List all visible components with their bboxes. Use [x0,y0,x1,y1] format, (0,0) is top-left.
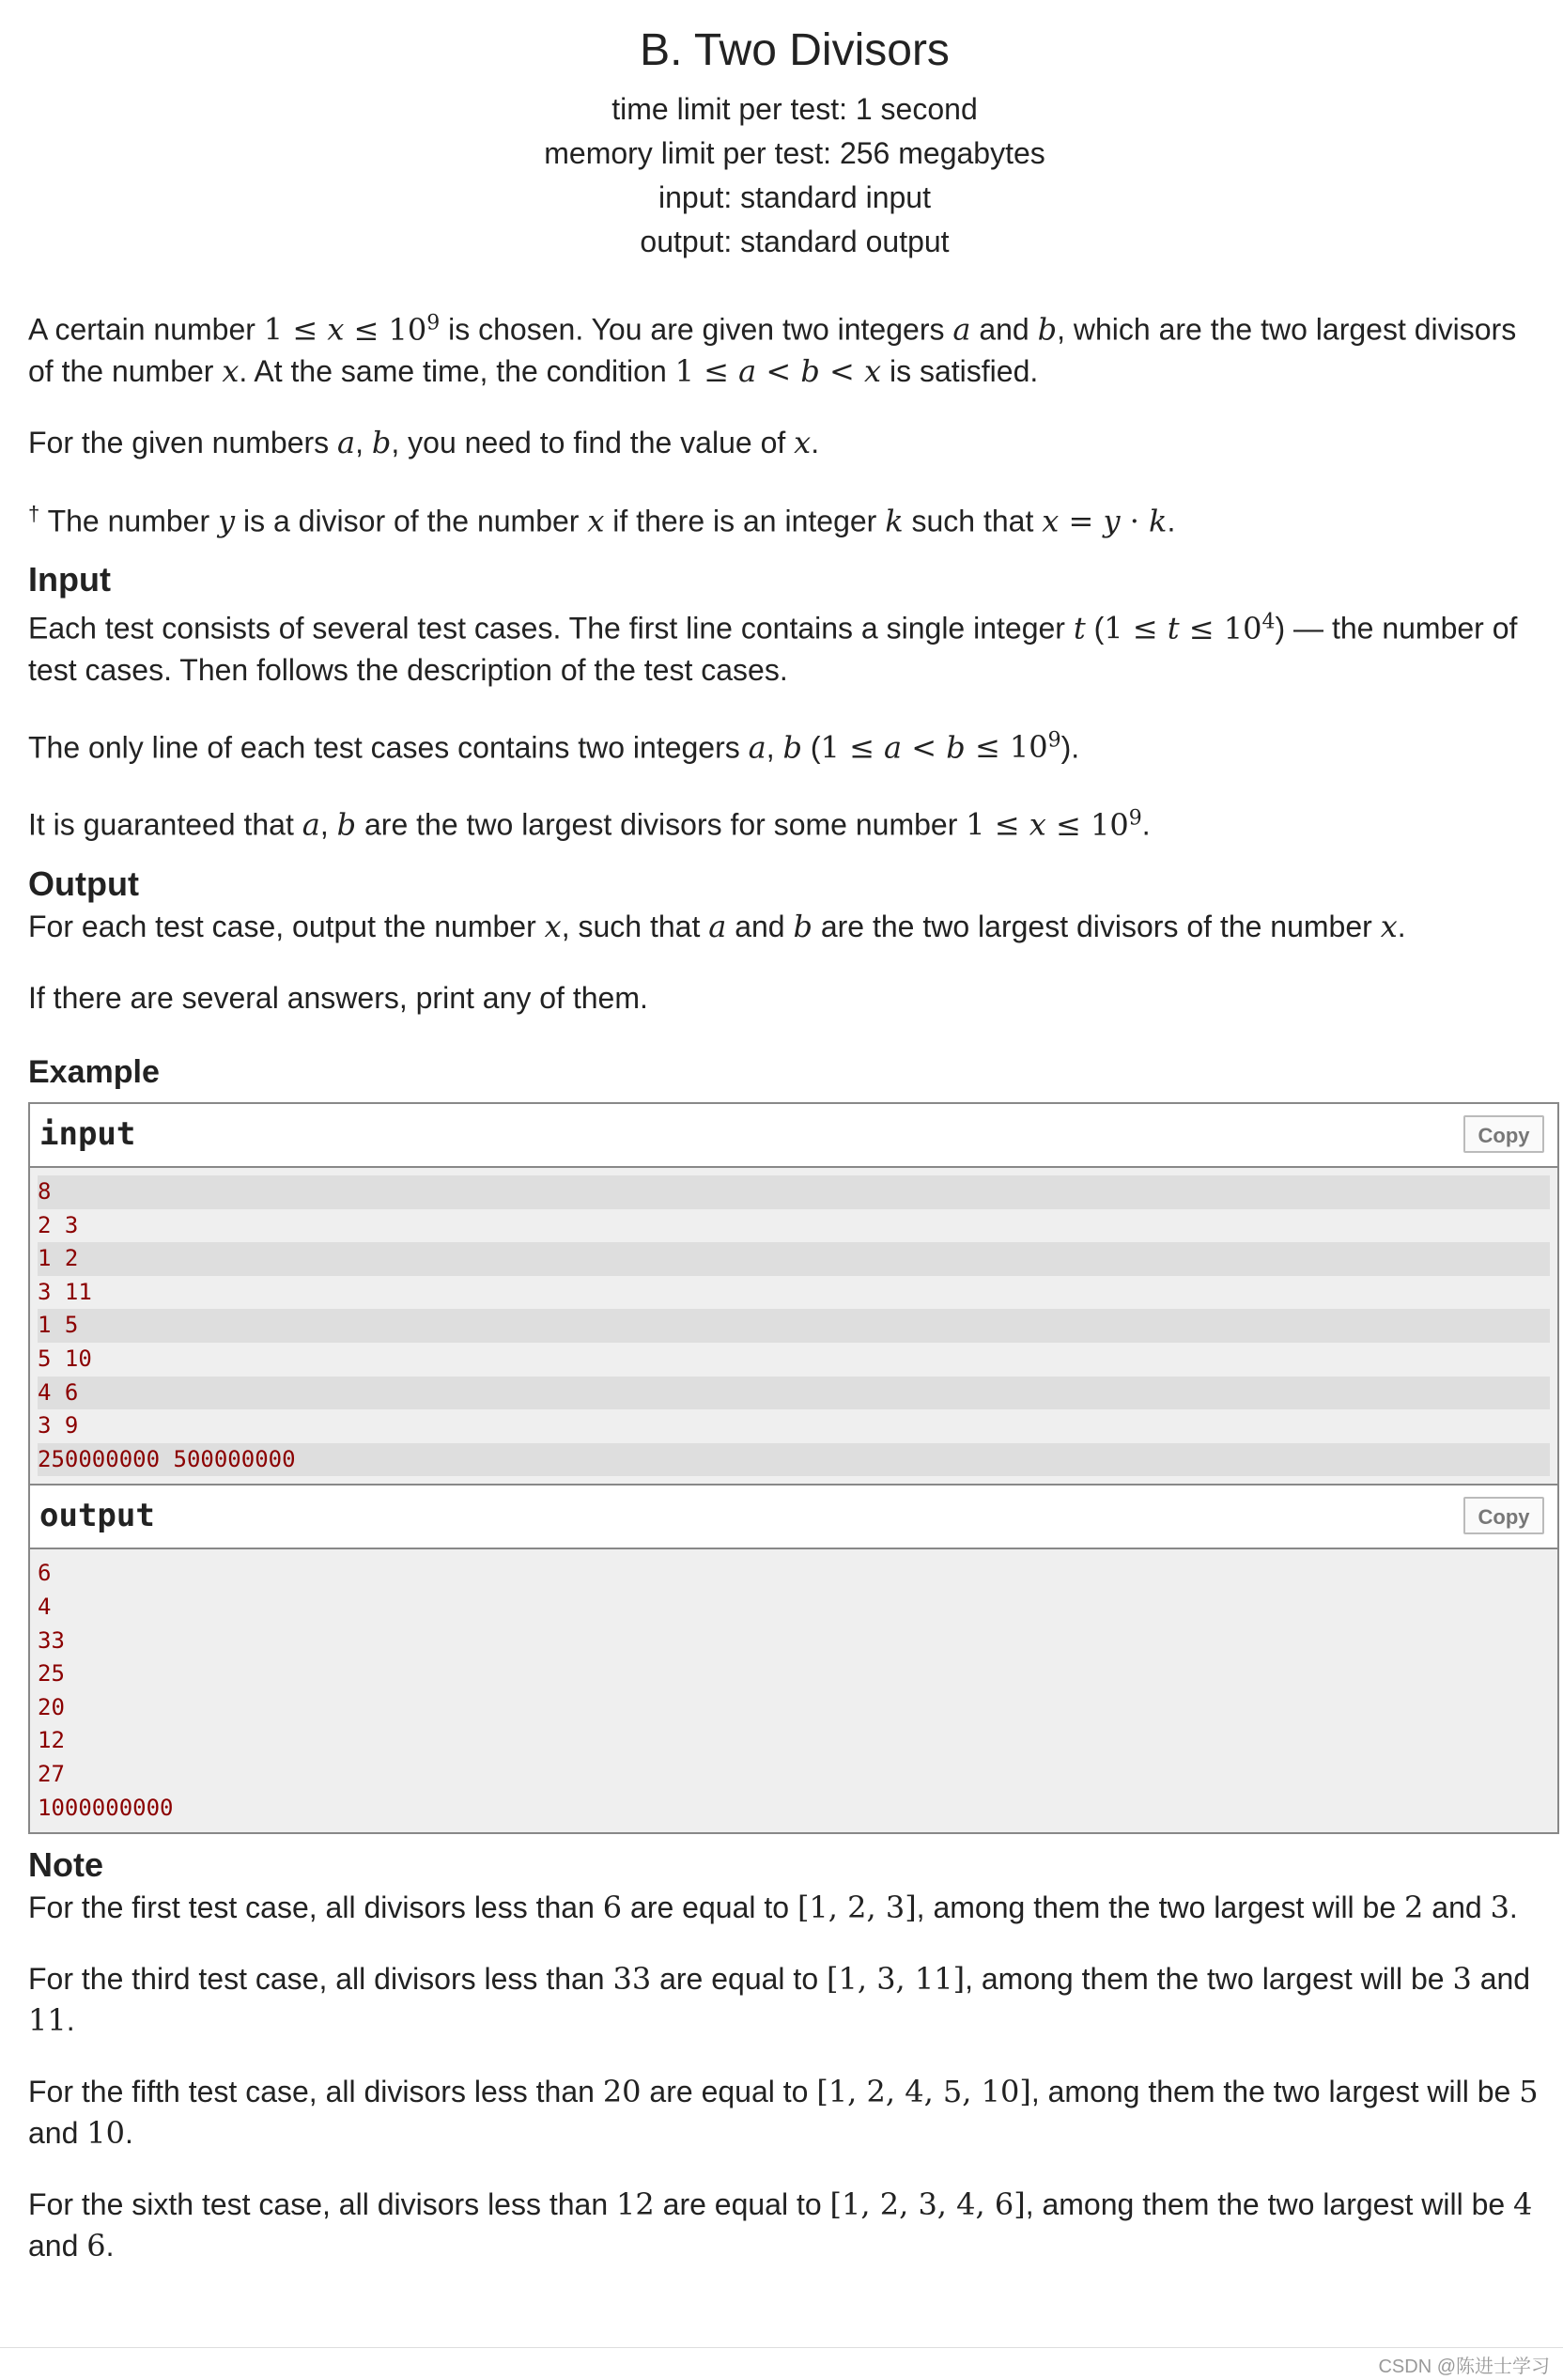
problem-page [28,0,1561,2263]
note-paragraph-4: For the sixth test case, all divisors less than 12 are equal to [1, 2, 3, 4, 6], among them the two largest will be 4 and 6. [28,2186,1533,2263]
example-line: 1 5 [38,1309,1550,1343]
example-input-content [30,1168,1557,1484]
example-line: 25 [38,1660,65,1688]
note-paragraph-1: For the first test case, all divisors less than 6 are equal to [1, 2, 3], among them the two largest will be 2 and 3. [28,1890,1518,1925]
input-paragraph-2: The only line of each test cases contains two integers a, b $(1 \le a < b \le 10^9)$. [28,728,1080,766]
input-heading: Input [28,560,111,599]
example-line: 3 9 [38,1412,79,1439]
page-title: B. Two Divisors [640,25,950,75]
statement [28,303,1540,541]
example-line: 27 [38,1760,65,1787]
input-spec: input: standard input [658,180,931,214]
note-section [28,1845,1540,2266]
example-output-box [28,1486,1559,1834]
example-line: 33 [38,1626,65,1654]
footer-divider [0,2347,1563,2348]
note-paragraph-2: For the third test case, all divisors less than 33 are equal to [1, 3, 11], among them the two largest will be 3 and 11. [28,1961,1531,2038]
output-label: output [39,1497,155,1535]
input-section [28,560,1540,846]
output-paragraph-1: For each test case, output the number x, such that a and b are the two largest divisors of the number x. [28,909,1406,944]
output-section [28,864,1540,1019]
example-line: 250000000 500000000 [38,1443,1550,1477]
note-paragraph-3: For the fifth test case, all divisors less than 20 are equal to [1, 2, 4, 5, 10], among them the two largest will be 5 and 10. [28,2074,1539,2151]
example-section [28,1054,1559,1834]
copy-input-button[interactable]: Copy [1463,1115,1544,1153]
input-paragraph-1: Each test consists of several test cases. The first line contains a single integer t $(1 \le t \le 10^4)$ — the number of test cases. Then follows the description of the test cases. [28,610,1518,687]
copy-output-button[interactable]: Copy [1463,1497,1544,1534]
statement-footnote: † The number y is a divisor of the number x if there is an integer k such that x = y · k. [28,501,1176,539]
csdn-watermark: CSDN @陈进士学习 [1378,2357,1550,2377]
example-line: 1 2 [38,1242,1550,1276]
example-line: 20 [38,1693,65,1720]
example-line: 6 [38,1560,52,1587]
example-line: 2 3 [38,1211,79,1238]
time-limit: time limit per test: 1 second [611,92,978,126]
statement-paragraph-2: For the given numbers a, b, you need to find the value of x. [28,424,820,460]
limits-block [28,87,1561,264]
input-paragraph-3: It is guaranteed that a, b are the two largest divisors for some number $1 \le x \le 10^9$. [28,806,1151,843]
example-line: 3 11 [38,1278,92,1305]
output-heading: Output [28,864,139,903]
input-label: input [39,1115,136,1153]
example-heading: Example [28,1054,160,1090]
memory-limit: memory limit per test: 256 megabytes [544,136,1045,170]
example-input-box [28,1102,1559,1486]
example-line: 4 [38,1593,52,1620]
statement-paragraph-1: A certain number $1 \le x \le 10^9$ is chosen. You are given two integers a and b, which are the two largest divisors of the number x. At the same time, the condition 1 ≤ a < b < x is satisfied. [28,311,1517,389]
example-output-content [30,1549,1557,1832]
example-output-header [30,1486,1557,1549]
example-line: 4 6 [38,1377,1550,1410]
output-paragraph-2: If there are several answers, print any of them. [28,981,648,1015]
output-spec: output: standard output [640,225,950,258]
example-line: 8 [38,1175,1550,1209]
example-line: 12 [38,1727,65,1754]
note-heading: Note [28,1845,103,1884]
example-line: 1000000000 [38,1794,174,1821]
example-input-header [30,1104,1557,1168]
example-line: 5 10 [38,1345,92,1372]
